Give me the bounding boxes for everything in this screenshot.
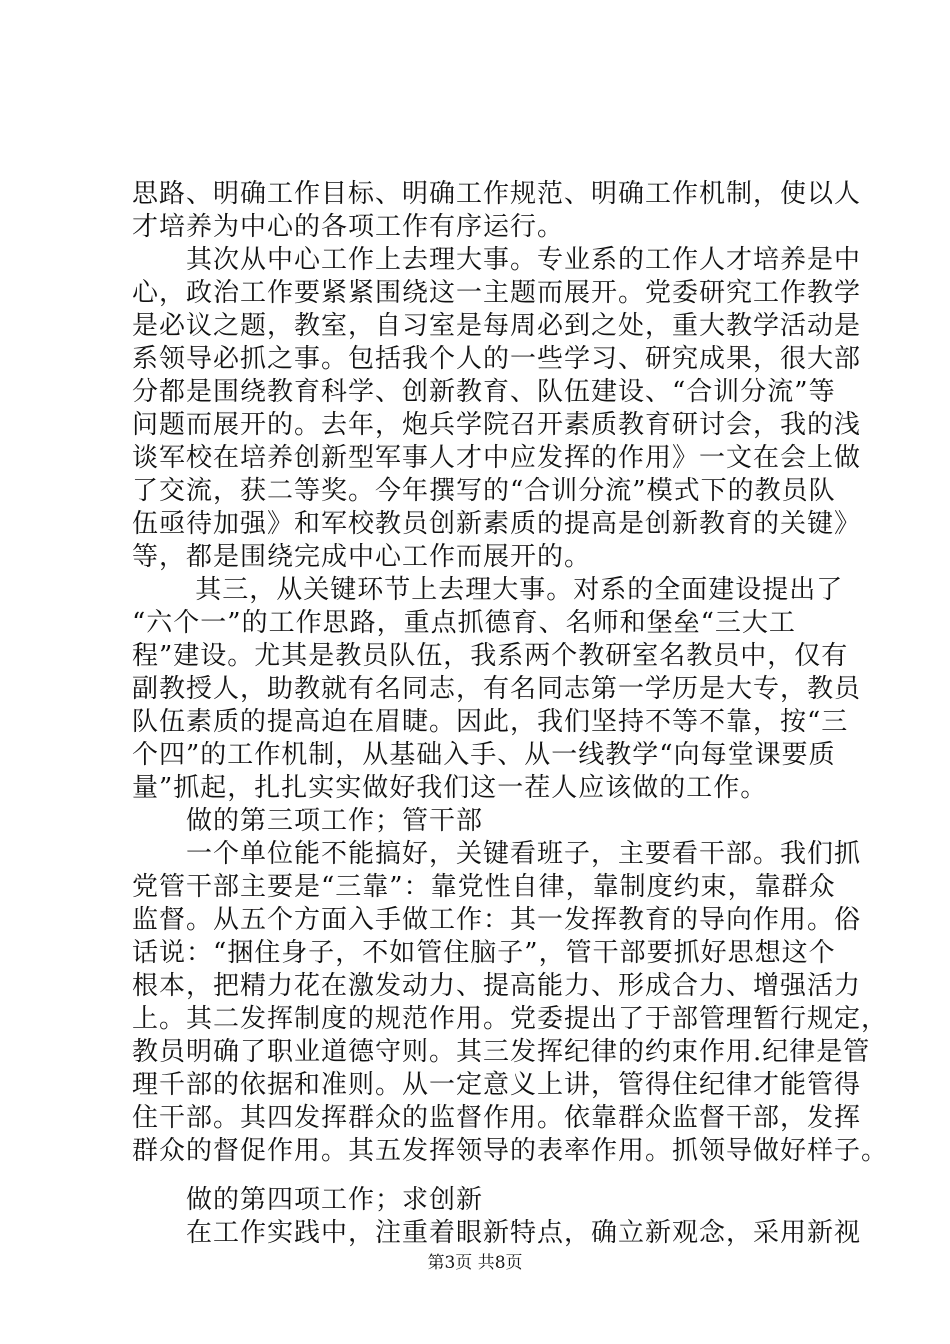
body-text-line: 副教授人，助教就有名同志，有名同志第一学历是大专，教员	[132, 674, 862, 704]
body-text-line: 教员明确了职业道德守则。其三发挥纪律的约束作用.纪律是管	[132, 1037, 871, 1067]
body-text-line: 队伍素质的提高迫在眉睫。因此，我们坚持不等不靠，按“三	[132, 707, 849, 737]
body-text-line: 在工作实践中，注重着眼新特点，确立新观念，采用新视	[132, 1218, 862, 1248]
body-text-line: 理千部的依据和准则。从一定意义上讲，管得住纪律才能管得	[132, 1070, 862, 1100]
body-text-line: 群众的督促作用。其五发挥领导的表率作用。抓领导做好样子。	[132, 1136, 889, 1166]
body-text-line: 一个单位能不能搞好，关键看班子，主要看干部。我们抓	[132, 839, 862, 869]
body-text-line: 根本，把精力花在激发动力、提高能力、形成合力、增强活力	[132, 971, 862, 1001]
body-text-line: 伍亟待加强》和军校教员创新素质的提高是创新教育的关键》	[132, 509, 862, 539]
body-text-line: 谈军校在培养创新型军事人才中应发挥的作用》一文在会上做	[132, 443, 862, 473]
body-text-line: 思路、明确工作目标、明确工作规范、明确工作机制，使以人	[132, 179, 862, 209]
body-text-line: 问题而展开的。去年，炮兵学院召开素质教育研讨会，我的浅	[132, 410, 862, 440]
body-text-line: “六个一”的工作思路，重点抓德育、名师和堡垒“三大工	[132, 608, 796, 638]
body-text-line: 党管干部主要是“三靠”：靠党性自律，靠制度约束，靠群众	[132, 872, 836, 902]
body-text-line: 上。其二发挥制度的规范作用。党委提出了于部管理暂行规定，	[132, 1004, 889, 1034]
body-text-line: 是必议之题，教室，自习室是每周必到之处，重大教学活动是	[132, 311, 862, 341]
body-text-line: 监督。从五个方面入手做工作：其一发挥教育的导向作用。俗	[132, 905, 862, 935]
body-text-line: 才培养为中心的各项工作有序运行。	[132, 212, 565, 242]
body-text-line: 个四”的工作机制，从基础入手、从一线教学“向每堂课要质	[132, 740, 836, 770]
body-text-line: 分都是围绕教育科学、创新教育、队伍建设、“合训分流”等	[132, 377, 836, 407]
body-text-line: 系领导必抓之事。包括我个人的一些学习、研究成果，很大部	[132, 344, 862, 374]
body-text-line: 程”建设。尤其是教员队伍，我系两个教研室名教员中，仅有	[132, 641, 849, 671]
body-text-line: 量”抓起，扎扎实实做好我们这一茬人应该做的工作。	[132, 773, 768, 803]
body-text-line: 话说：“捆住身子，不如管住脑子”，管干部要抓好思想这个	[132, 938, 836, 968]
page-number-footer: 第3页 共8页	[427, 1253, 523, 1273]
section-heading: 做的第四项工作；求创新	[132, 1185, 484, 1215]
body-text-line: 其次从中心工作上去理大事。专业系的工作人才培养是中	[132, 245, 862, 275]
section-heading: 做的第三项工作；管干部	[132, 806, 484, 836]
body-text-line: 其三，从关键环节上去理大事。对系的全面建设提出了	[132, 575, 844, 605]
body-text-line: 了交流，获二等奖。今年撰写的“合训分流”模式下的教员队	[132, 476, 836, 506]
body-text-line: 心，政治工作要紧紧围绕这一主题而展开。党委研究工作教学	[132, 278, 862, 308]
body-text-line: 住干部。其四发挥群众的监督作用。依靠群众监督干部，发挥	[132, 1103, 862, 1133]
body-text-line: 等，都是围绕完成中心工作而展开的。	[132, 542, 592, 572]
